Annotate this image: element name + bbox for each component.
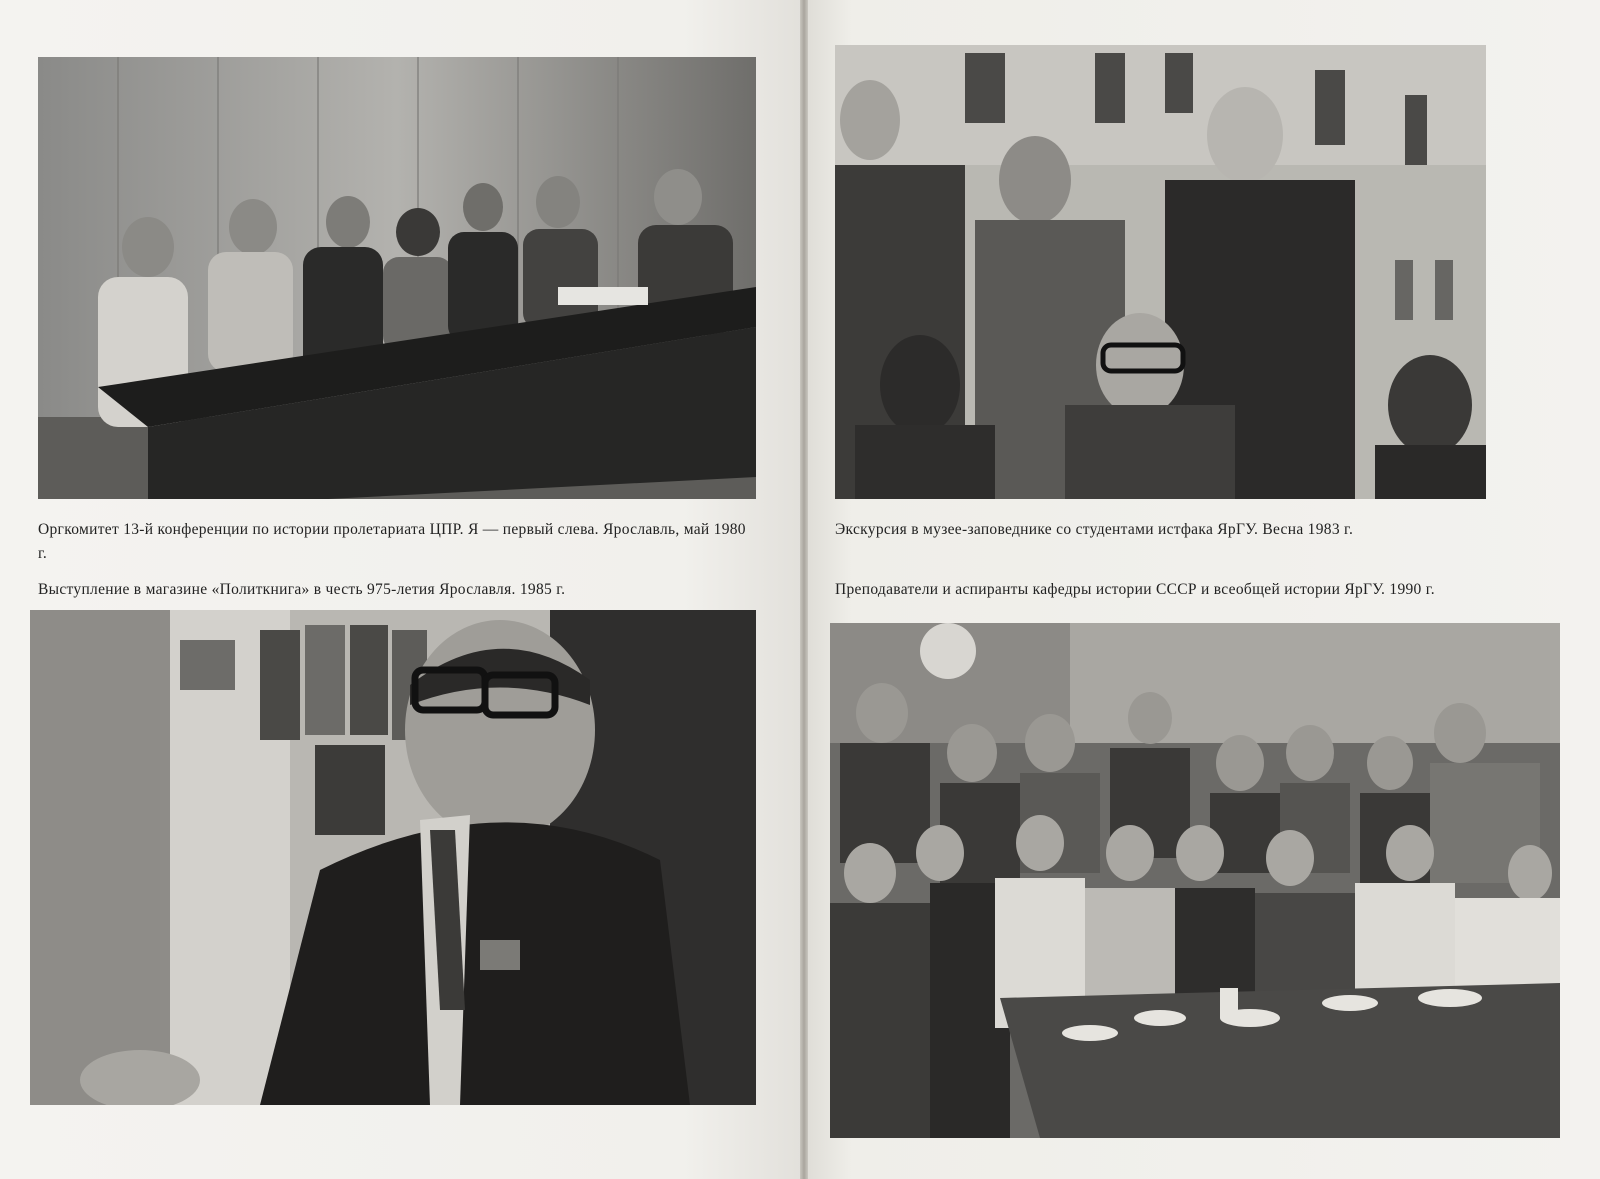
photo-organizing-committee <box>38 57 756 499</box>
book-gutter <box>800 0 808 1179</box>
caption-bottom-left: Выступление в магазине «Политкнига» в честь 975-летия Ярославля. 1985 г. <box>38 581 566 598</box>
photo-bookstore-speech <box>30 610 756 1105</box>
photo-museum-excursion <box>835 45 1486 499</box>
caption-top-left: Оргкомитет 13-й конференции по истории пролетариата ЦПР. Я — первый слева. Ярославль, май 1980 г. <box>38 521 746 562</box>
caption-bottom-right: Преподаватели и аспиранты кафедры истории СССР и всеобщей истории ЯрГУ. 1990 г. <box>835 581 1435 598</box>
photo-faculty-group <box>830 623 1560 1138</box>
caption-top-right: Экскурсия в музее-заповеднике со студентами истфака ЯрГУ. Весна 1983 г. <box>835 521 1354 538</box>
